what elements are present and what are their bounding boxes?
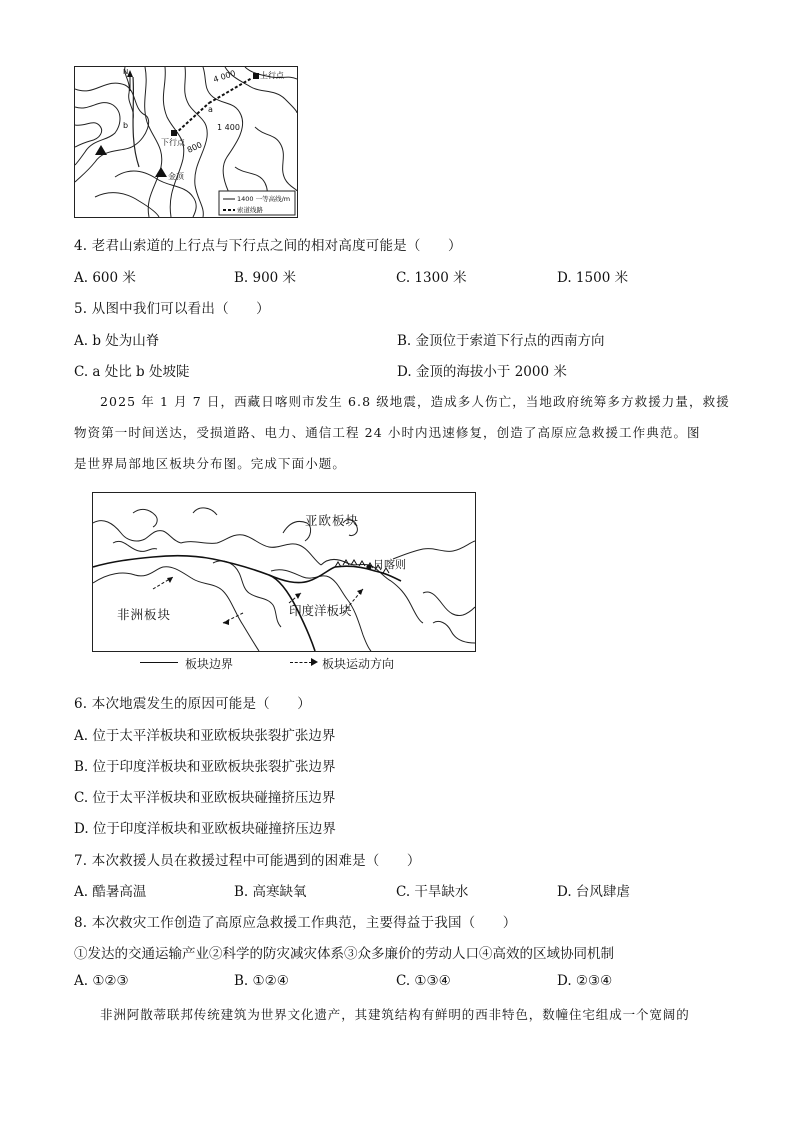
peak-marker-west [95,145,107,155]
question-4-stem: 4. 老君山索道的上行点与下行点之间的相对高度可能是（ ） [74,238,462,254]
passage-1-line-2: 物资第一时间送达，受损道路、电力、通信工程 24 小时内迅速修复，创造了高原应急救援工作典范。图 [74,425,701,440]
bottom-station-label: 下行点 [161,138,185,147]
plate-tectonics-map-svg [93,493,475,651]
summit-marker [155,167,167,177]
q8-option-b[interactable]: B. ①②④ [234,973,289,989]
contour-label-4000: 4 000 [212,68,237,85]
q4-option-d[interactable]: D. 1500 米 [557,270,629,286]
q8-option-a[interactable]: A. ①②③ [74,973,129,989]
top-station-label: 上行点 [260,71,284,80]
plate-boundaries [93,556,401,651]
q6-option-d[interactable]: D. 位于印度洋板块和亚欧板块碰撞挤压边界 [74,821,336,837]
q7-option-c[interactable]: C. 干旱缺水 [396,884,469,900]
q8-option-d[interactable]: D. ②③④ [557,973,613,989]
african-plate-label: 非洲板块 [117,607,172,622]
question-8-stem: 8. 本次救灾工作创造了高原应急救援工作典范，主要得益于我国（ ） [74,915,517,931]
legend-contour-label: 1400 一等高线/m [237,195,291,203]
q7-option-b[interactable]: B. 高寒缺氧 [234,884,307,900]
ropeway-line [175,78,252,134]
question-7-stem: 7. 本次救援人员在救援过程中可能遇到的困难是（ ） [74,853,421,869]
q6-option-c[interactable]: C. 位于太平洋板块和亚欧板块碰撞挤压边界 [74,790,336,806]
legend-motion-arrowhead [311,658,318,666]
legend-motion-arrow [290,662,312,663]
legend-boundary-line [140,662,178,663]
q5-option-c[interactable]: C. a 处比 b 处坡陡 [74,364,190,380]
legend-boundary-label: 板块边界 [185,657,234,671]
q4-option-b[interactable]: B. 900 米 [234,270,297,286]
legend-motion-label: 板块运动方向 [322,657,395,671]
passage-1-line-3: 是世界局部地区板块分布图。完成下面小题。 [74,456,347,471]
question-6-stem: 6. 本次地震发生的原因可能是（ ） [74,696,311,712]
legend-ropeway-label: 索道线路 [237,206,263,214]
q8-option-c[interactable]: C. ①③④ [396,973,451,989]
q4-option-c[interactable]: C. 1300 米 [396,270,467,286]
q8-statements: ①发达的交通运输产业②科学的防灾减灾体系③众多廉价的劳动人口④高效的区域协同机制 [74,946,614,962]
shigatse-marker [366,564,371,569]
q7-option-a[interactable]: A. 酷暑高温 [74,884,147,900]
point-b-label: b [123,121,129,130]
passage-2-line-1: 非洲阿散蒂联邦传统建筑为世界文化遗产，其建筑结构有鲜明的西非特色，数幢住宅组成一个宽阔的 [100,1007,690,1022]
point-a-label: a [208,105,213,114]
q7-option-d[interactable]: D. 台风肆虐 [557,884,630,900]
contour-label-1400: 1 400 [217,123,240,132]
q4-option-a[interactable]: A. 600 米 [74,270,136,286]
passage-1-line-1: 2025 年 1 月 7 日，西藏日喀则市发生 6.8 级地震，造成多人伤亡，当地政府统筹多方救援力量，救援 [100,394,730,409]
plate-tectonics-map [92,492,476,652]
topographic-map [74,66,298,218]
indian-plate-label: 印度洋板块 [289,603,352,618]
q6-option-a[interactable]: A. 位于太平洋板块和亚欧板块张裂扩张边界 [74,728,336,744]
question-5-stem: 5. 从图中我们可以看出（ ） [74,301,270,317]
eurasian-plate-label: 亚欧板块 [305,513,360,528]
top-station-marker [253,73,259,79]
q5-option-a[interactable]: A. b 处为山脊 [74,333,160,349]
summit-label: 金顶 [168,172,184,181]
q6-option-b[interactable]: B. 位于印度洋板块和亚欧板块张裂扩张边界 [74,759,336,775]
q5-option-d[interactable]: D. 金顶的海拔小于 2000 米 [397,364,567,380]
plate-map-legend [140,655,460,671]
north-label: N [123,68,129,76]
shigatse-label: 日喀则 [373,558,406,571]
contour-label-800: 800 [185,140,204,155]
bottom-station-marker [171,130,177,136]
q5-option-b[interactable]: B. 金顶位于索道下行点的西南方向 [397,333,605,349]
